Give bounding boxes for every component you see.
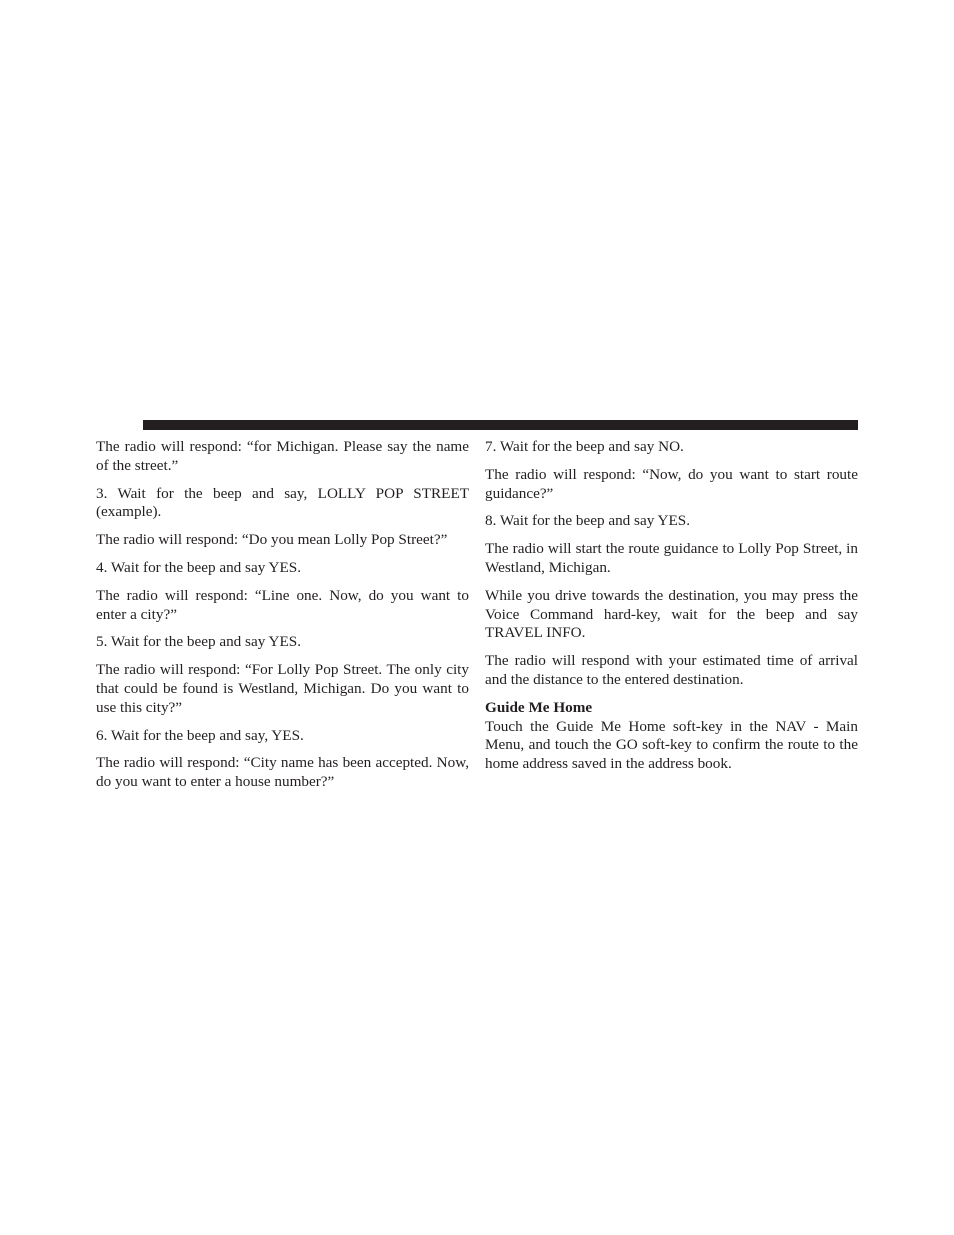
response-paragraph: The radio will respond: “Do you mean Lolly Pop Street?”: [96, 531, 448, 549]
header-rule-bar: [143, 420, 858, 430]
response-paragraph: The radio will respond: “City name has been accepted. Now, do you want to enter a house number?”: [96, 754, 469, 791]
section-heading-guide-me-home: Guide Me Home: [485, 698, 593, 716]
step-paragraph: 5. Wait for the beep and say YES.: [96, 633, 302, 651]
response-paragraph: While you drive towards the destination, you may press the Voice Command hard-key, wait for the beep and say TRAVEL INFO.: [485, 586, 858, 642]
response-paragraph: The radio will respond: “For Lolly Pop Street. The only city that could be found is Westland, Michigan. Do you want to use this city?”: [96, 661, 469, 716]
step-paragraph: 4. Wait for the beep and say YES.: [96, 558, 302, 576]
step-paragraph: 3. Wait for the beep and say, LOLLY POP STREET (example).: [96, 484, 469, 521]
step-paragraph: 7. Wait for the beep and say NO.: [485, 438, 684, 455]
response-paragraph: The radio will respond with your estimated time of arrival and the distance to the entered destination.: [485, 652, 858, 688]
right-column: [485, 438, 858, 783]
left-column: [96, 438, 469, 801]
step-paragraph: 8. Wait for the beep and say YES.: [485, 512, 691, 530]
response-paragraph: The radio will respond: “for Michigan. Please say the name of the street.”: [96, 438, 469, 474]
response-paragraph: The radio will respond: “Line one. Now, do you want to enter a city?”: [96, 586, 469, 623]
guide-me-home-paragraph: Touch the Guide Me Home soft-key in the NAV - Main Menu, and touch the GO soft-key to confirm the route to the home address saved in the address book.: [485, 717, 858, 773]
step-paragraph: 6. Wait for the beep and say, YES.: [96, 726, 304, 744]
response-paragraph: The radio will respond: “Now, do you want to start route guidance?”: [485, 465, 858, 502]
response-paragraph: The radio will start the route guidance to Lolly Pop Street, in Westland, Michigan.: [485, 540, 858, 576]
